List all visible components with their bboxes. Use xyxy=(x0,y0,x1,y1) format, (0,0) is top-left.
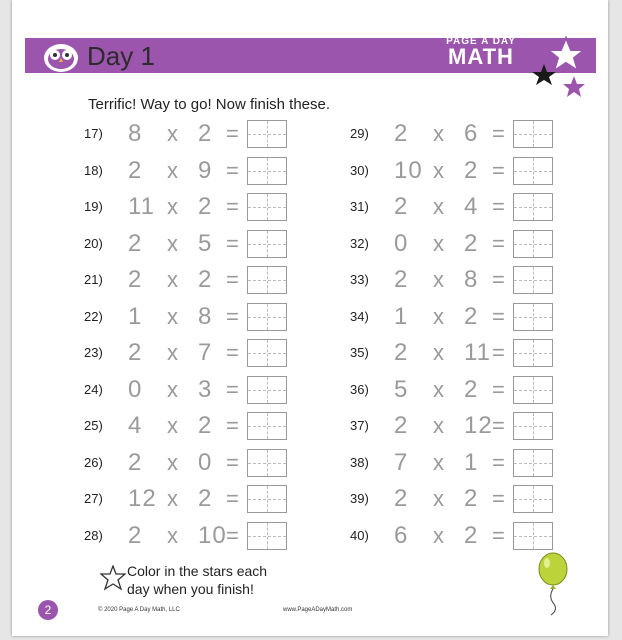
problem-row xyxy=(350,337,570,369)
times-sign: x xyxy=(167,121,178,146)
first-factor: 0 xyxy=(128,375,143,403)
second-factor: 2 xyxy=(464,485,479,512)
times-sign: x xyxy=(167,194,178,219)
second-factor: 2 xyxy=(198,412,213,439)
problem-row xyxy=(84,447,304,479)
equals-sign: = xyxy=(226,303,239,329)
color-note-line2: day when you finish! xyxy=(127,581,254,597)
equals-sign: = xyxy=(492,230,505,256)
times-sign: x xyxy=(167,230,178,256)
problem-row xyxy=(350,520,570,552)
problem-row xyxy=(350,410,570,442)
problem-number: 22) xyxy=(84,308,103,324)
star-icon xyxy=(522,34,602,104)
equals-sign: = xyxy=(492,303,505,329)
equals-sign: = xyxy=(492,121,505,146)
first-factor: 2 xyxy=(128,266,143,293)
problem-number: 24) xyxy=(84,381,103,397)
second-factor: 7 xyxy=(198,339,213,366)
second-factor: 5 xyxy=(198,229,213,257)
equals-sign: = xyxy=(492,194,505,219)
answer-box[interactable] xyxy=(247,120,287,148)
problem-row xyxy=(84,410,304,442)
second-factor: 2 xyxy=(464,375,479,403)
equals-sign: = xyxy=(492,413,505,438)
times-sign: x xyxy=(167,486,178,511)
second-factor: 2 xyxy=(464,521,479,549)
answer-box[interactable] xyxy=(513,266,553,294)
second-factor: 2 xyxy=(198,193,213,220)
first-factor: 10 xyxy=(394,156,423,184)
second-factor: 9 xyxy=(198,156,213,184)
answer-box[interactable] xyxy=(247,339,287,367)
problem-row xyxy=(84,228,304,260)
equals-sign: = xyxy=(226,413,239,438)
problem-row xyxy=(84,520,304,552)
second-factor: 2 xyxy=(198,485,213,512)
day-title: Day 1 xyxy=(87,41,155,71)
equals-sign: = xyxy=(492,157,505,183)
problem-row xyxy=(84,483,304,515)
second-factor: 4 xyxy=(464,193,479,220)
problem-number: 36) xyxy=(350,381,369,397)
answer-box[interactable] xyxy=(247,412,287,440)
times-sign: x xyxy=(167,340,178,365)
first-factor: 2 xyxy=(394,120,409,147)
first-factor: 6 xyxy=(394,521,409,549)
answer-box[interactable] xyxy=(247,303,287,331)
second-factor: 3 xyxy=(198,375,213,403)
equals-sign: = xyxy=(226,230,239,256)
problem-number: 32) xyxy=(350,235,369,251)
times-sign: x xyxy=(433,413,444,438)
answer-box[interactable] xyxy=(247,266,287,294)
first-factor: 7 xyxy=(394,448,409,476)
problem-number: 28) xyxy=(84,527,103,543)
second-factor: 8 xyxy=(198,302,213,330)
times-sign: x xyxy=(433,121,444,146)
equals-sign: = xyxy=(226,522,239,548)
second-factor: 11 xyxy=(464,339,491,366)
equals-sign: = xyxy=(492,267,505,292)
answer-box[interactable] xyxy=(513,120,553,148)
problem-number: 33) xyxy=(350,272,369,287)
answer-box[interactable] xyxy=(513,485,553,513)
problem-row xyxy=(350,301,570,333)
second-factor: 6 xyxy=(464,120,479,147)
times-sign: x xyxy=(433,486,444,511)
problem-row xyxy=(350,447,570,479)
equals-sign: = xyxy=(492,376,505,402)
problem-row xyxy=(84,155,304,187)
first-factor: 1 xyxy=(394,302,409,330)
brand-logo: MATH xyxy=(448,44,514,69)
problem-row xyxy=(350,483,570,515)
answer-box[interactable] xyxy=(247,193,287,221)
times-sign: x xyxy=(433,157,444,183)
website-text: www.PageADayMath.com xyxy=(283,607,353,613)
problem-number: 38) xyxy=(350,454,369,470)
equals-sign: = xyxy=(492,522,505,548)
second-factor: 10 xyxy=(198,521,227,549)
problem-row xyxy=(84,337,304,369)
problem-row xyxy=(84,301,304,333)
problem-number: 29) xyxy=(350,126,369,141)
equals-sign: = xyxy=(226,449,239,475)
problem-row xyxy=(350,191,570,223)
times-sign: x xyxy=(433,194,444,219)
intro-text: Terrific! Way to go! Now finish these. xyxy=(88,96,331,113)
problem-number: 18) xyxy=(84,162,103,178)
second-factor: 8 xyxy=(464,266,479,293)
problem-row xyxy=(84,374,304,406)
first-factor: 2 xyxy=(394,485,409,512)
equals-sign: = xyxy=(492,449,505,475)
equals-sign: = xyxy=(226,486,239,511)
times-sign: x xyxy=(167,303,178,329)
color-note-line1: Color in the stars each xyxy=(127,563,268,579)
first-factor: 2 xyxy=(128,448,143,476)
answer-box[interactable] xyxy=(513,230,553,258)
first-factor: 2 xyxy=(394,339,409,366)
first-factor: 2 xyxy=(128,229,143,257)
times-sign: x xyxy=(433,267,444,292)
problem-number: 23) xyxy=(84,345,103,360)
problem-number: 31) xyxy=(350,199,369,214)
answer-box[interactable] xyxy=(247,157,287,185)
second-factor: 2 xyxy=(198,266,213,293)
times-sign: x xyxy=(433,340,444,365)
answer-box[interactable] xyxy=(513,303,553,331)
first-factor: 8 xyxy=(128,120,143,147)
answer-box[interactable] xyxy=(247,376,287,404)
problem-number: 26) xyxy=(84,454,103,470)
answer-box[interactable] xyxy=(513,193,553,221)
problem-row xyxy=(350,374,570,406)
outline-star-icon xyxy=(100,565,126,591)
problem-number: 35) xyxy=(350,345,369,360)
times-sign: x xyxy=(433,230,444,256)
times-sign: x xyxy=(167,376,178,402)
first-factor: 2 xyxy=(128,156,143,184)
times-sign: x xyxy=(433,376,444,402)
answer-box[interactable] xyxy=(247,485,287,513)
first-factor: 4 xyxy=(128,412,143,439)
balloon-icon xyxy=(536,552,570,616)
problem-row xyxy=(350,228,570,260)
problem-row xyxy=(350,155,570,187)
problem-number: 34) xyxy=(350,308,369,324)
first-factor: 0 xyxy=(394,229,409,257)
second-factor: 2 xyxy=(464,302,479,330)
answer-box[interactable] xyxy=(513,339,553,367)
worksheet-page xyxy=(12,0,608,636)
first-factor: 11 xyxy=(128,193,155,220)
second-factor: 2 xyxy=(464,229,479,257)
times-sign: x xyxy=(433,449,444,475)
equals-sign: = xyxy=(492,340,505,365)
problem-number: 39) xyxy=(350,491,369,506)
answer-box[interactable] xyxy=(247,449,287,477)
brand-top-text: PAGE A DAY xyxy=(446,36,516,47)
problem-number: 20) xyxy=(84,235,103,251)
answer-box[interactable] xyxy=(513,157,553,185)
problem-row xyxy=(84,118,304,150)
first-factor: 2 xyxy=(394,412,409,439)
first-factor: 2 xyxy=(128,521,143,549)
color-stars-note xyxy=(127,562,327,598)
problem-number: 27) xyxy=(84,491,103,506)
equals-sign: = xyxy=(226,157,239,183)
times-sign: x xyxy=(433,303,444,329)
answer-box[interactable] xyxy=(513,412,553,440)
problem-number: 17) xyxy=(84,126,103,141)
times-sign: x xyxy=(167,157,178,183)
equals-sign: = xyxy=(226,376,239,402)
answer-box[interactable] xyxy=(513,449,553,477)
problem-number: 19) xyxy=(84,199,103,214)
equals-sign: = xyxy=(226,194,239,219)
second-factor: 0 xyxy=(198,448,213,476)
first-factor: 2 xyxy=(394,193,409,220)
page-number-badge: 2 xyxy=(38,600,58,620)
problem-number: 37) xyxy=(350,418,369,433)
second-factor: 2 xyxy=(464,156,479,184)
problem-row xyxy=(350,118,570,150)
times-sign: x xyxy=(167,267,178,292)
answer-box[interactable] xyxy=(513,522,553,550)
times-sign: x xyxy=(433,522,444,548)
equals-sign: = xyxy=(492,486,505,511)
equals-sign: = xyxy=(226,121,239,146)
first-factor: 5 xyxy=(394,375,409,403)
first-factor: 1 xyxy=(128,302,143,330)
second-factor: 12 xyxy=(464,412,493,439)
answer-box[interactable] xyxy=(247,230,287,258)
first-factor: 2 xyxy=(394,266,409,293)
times-sign: x xyxy=(167,413,178,438)
first-factor: 12 xyxy=(128,485,157,512)
problem-number: 21) xyxy=(84,272,103,287)
problem-row xyxy=(84,191,304,223)
second-factor: 1 xyxy=(464,448,479,476)
problem-number: 30) xyxy=(350,162,369,178)
answer-box[interactable] xyxy=(247,522,287,550)
answer-box[interactable] xyxy=(513,376,553,404)
first-factor: 2 xyxy=(128,339,143,366)
second-factor: 2 xyxy=(198,120,213,147)
problem-row xyxy=(84,264,304,296)
problem-row xyxy=(350,264,570,296)
problem-number: 40) xyxy=(350,527,369,543)
times-sign: x xyxy=(167,449,178,475)
equals-sign: = xyxy=(226,340,239,365)
owl-icon xyxy=(39,40,83,74)
copyright-text: © 2020 Page A Day Math, LLC xyxy=(98,607,180,613)
times-sign: x xyxy=(167,522,178,548)
problem-number: 25) xyxy=(84,418,103,433)
equals-sign: = xyxy=(226,267,239,292)
